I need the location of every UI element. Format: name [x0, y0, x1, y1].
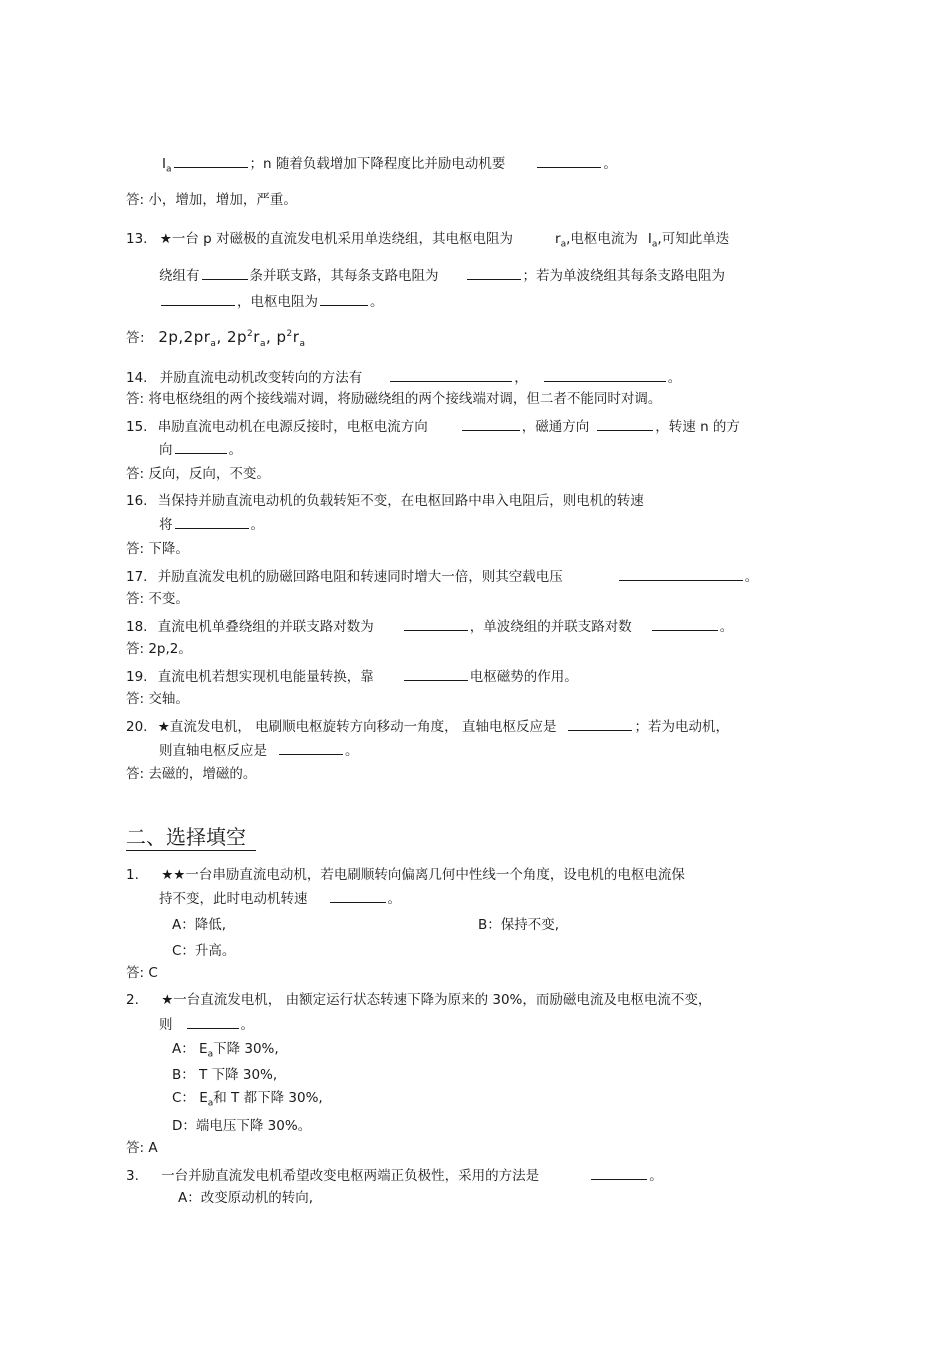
comma: ， — [514, 370, 528, 386]
q16-text-b: 将 — [159, 517, 173, 533]
q13-text-g: ，电枢电阻为 — [237, 294, 318, 310]
option-c[interactable] — [172, 1089, 323, 1107]
option-d[interactable]: D：端电压下降 30%。 — [172, 1118, 312, 1134]
answer-blank[interactable] — [175, 515, 249, 529]
q18-text: 直流电机单叠绕组的并联支路对数为 — [157, 619, 374, 635]
q13-text: ★一台 p 对磁极的直流发电机采用单迭绕组，其电枢电阻为 — [159, 231, 514, 247]
option-c[interactable]: C：升高。 — [172, 943, 236, 959]
answer-14: 答: 将电枢绕组的两个接线端对调，将励磁绕组的两个接线端对调，但二者不能同时对调。 — [126, 391, 662, 407]
answer-blank[interactable] — [462, 417, 520, 431]
subscript-a: a — [207, 1049, 214, 1060]
q20-number: 20. — [126, 719, 148, 735]
q20-text-c: 则直轴电枢反应是 — [159, 743, 267, 759]
q13-text-e: 条并联支路，其每条支路电阻为 — [249, 268, 439, 284]
answer-blank[interactable] — [597, 417, 653, 431]
q15-text-c: ，转速 n 的方 — [655, 419, 740, 435]
symbol-r: r — [555, 231, 561, 247]
q13-number: 13. — [126, 231, 148, 247]
choice-question-1-line2 — [159, 889, 401, 908]
q20-text-b: ；若为电动机， — [634, 719, 729, 735]
answer-blank[interactable] — [202, 266, 248, 280]
superscript-2: 2 — [247, 329, 254, 339]
q20-text: ★直流发电机， 电刷顺电枢旋转方向移动一角度， 直轴电枢反应是 — [157, 719, 557, 735]
question-13-line2 — [159, 266, 725, 285]
q17-text: 并励直流发电机的励磁回路电阻和转速同时增大一倍，则其空载电压 — [157, 569, 563, 585]
symbol-I: I — [647, 231, 652, 247]
period: 。 — [649, 1168, 663, 1184]
answer-blank[interactable] — [161, 292, 235, 306]
answer-blank[interactable] — [279, 741, 343, 755]
q15-text-d: 向 — [159, 442, 173, 458]
option-c-text: C： E — [172, 1090, 208, 1106]
subscript-a: a — [651, 239, 658, 250]
q13-text-d: 绕组有 — [159, 268, 200, 284]
q14-number: 14. — [126, 370, 148, 386]
q16-number: 16. — [126, 493, 148, 509]
answer-blank[interactable] — [330, 889, 386, 903]
period: 。 — [667, 370, 682, 386]
period: 。 — [387, 891, 401, 907]
option-a[interactable]: A：降低, — [172, 917, 227, 933]
q13-text-f: ；若为单波绕组其每条支路电阻为 — [522, 268, 725, 284]
choice-question-1 — [126, 866, 685, 884]
superscript-2: 2 — [286, 329, 293, 339]
answer-blank[interactable] — [404, 667, 468, 681]
q15-number: 15. — [126, 419, 148, 435]
q13-text-b: ,电枢电流为 — [566, 231, 638, 247]
subscript-a: a — [207, 1098, 214, 1109]
period: 。 — [370, 294, 384, 310]
question-19 — [126, 667, 578, 686]
answer-19: 答: 交轴。 — [126, 691, 189, 707]
answer-blank[interactable] — [320, 292, 368, 306]
answer-13-part2: , 2p — [216, 328, 248, 346]
period: 。 — [345, 743, 359, 759]
question-14 — [126, 368, 681, 387]
answer-blank[interactable] — [544, 368, 666, 382]
answer-blank[interactable] — [175, 440, 227, 454]
question-17 — [126, 567, 758, 586]
q13-text-c: ,可知此单迭 — [657, 231, 730, 247]
answer-15: 答: 反向，反向，不变。 — [126, 466, 270, 482]
answer-16: 答: 下降。 — [126, 541, 189, 557]
answer-20: 答: 去磁的，增磁的。 — [126, 766, 257, 782]
choice-question-3 — [126, 1166, 663, 1185]
choice-answer-1: 答: C — [126, 965, 158, 981]
q19-text-b: 电枢磁势的作用。 — [469, 669, 578, 685]
question-18 — [126, 617, 733, 636]
q15-text: 串励直流电动机在电源反接时，电枢电流方向 — [157, 419, 428, 435]
answer-13-part3: r — [253, 328, 260, 346]
answer-blank[interactable] — [591, 1166, 647, 1180]
answer-blank[interactable] — [187, 1015, 239, 1029]
period: 。 — [228, 442, 242, 458]
q19-number: 19. — [126, 669, 148, 685]
answer-blank[interactable] — [174, 154, 248, 168]
period: 。 — [603, 156, 617, 172]
choice-question-2 — [126, 991, 711, 1009]
answer-blank[interactable] — [404, 617, 468, 631]
period: 。 — [719, 619, 734, 635]
q12-text: ；n 随着负载增加下降程度比并励电动机要 — [249, 156, 506, 172]
subscript-a: a — [299, 339, 306, 349]
answer-blank[interactable] — [568, 717, 632, 731]
q15-text-b: ，磁通方向 — [521, 419, 590, 435]
question-16-line2 — [159, 515, 264, 534]
section-heading: 二、选择填空 — [126, 824, 256, 851]
option-a[interactable]: A：改变原动机的转向, — [178, 1190, 314, 1206]
subscript-a: a — [210, 339, 217, 349]
c3-number: 3. — [126, 1168, 139, 1184]
answer-17: 答: 不变。 — [126, 591, 189, 607]
c1-text-b: 持不变，此时电动机转速 — [159, 891, 308, 907]
choice-answer-2: 答: A — [126, 1140, 158, 1156]
option-a[interactable] — [172, 1040, 279, 1058]
q18-text-b: ，单波绕组的并联支路对数 — [469, 619, 632, 635]
answer-label: 答: — [126, 330, 146, 346]
answer-13-part1: 2p,2pr — [158, 328, 211, 346]
answer-blank[interactable] — [390, 368, 512, 382]
option-b[interactable]: B： T 下降 30%, — [172, 1067, 278, 1083]
q16-text: 当保持并励直流电动机的负载转矩不变，在电枢回路中串入电阻后，则电机的转速 — [157, 493, 644, 509]
choice-question-2-line2 — [159, 1015, 254, 1034]
q18-number: 18. — [126, 619, 148, 635]
question-15 — [126, 417, 740, 436]
period: 。 — [744, 569, 759, 585]
c2-text-b: 则 — [159, 1017, 173, 1033]
answer-blank[interactable] — [467, 266, 521, 280]
question-13-line3 — [159, 292, 384, 311]
option-c-text-b: 和 T 都下降 30%, — [213, 1090, 323, 1106]
q12-continuation — [162, 154, 617, 173]
question-16 — [126, 492, 644, 510]
answer-blank[interactable] — [537, 154, 601, 168]
subscript-a: a — [560, 239, 567, 250]
c2-text: ★一台直流发电机， 由额定运行状态转速下降为原来的 30%，而励磁电流及电枢电流不变， — [161, 992, 712, 1008]
option-a-text: A： E — [172, 1041, 208, 1057]
option-a-text-b: 下降 30%, — [213, 1041, 279, 1057]
answer-13-part4: , p — [265, 328, 287, 346]
q19-text: 直流电机若想实现机电能量转换，靠 — [157, 669, 374, 685]
symbol-I: I — [162, 156, 166, 172]
q14-text: 并励直流电动机改变转向的方法有 — [159, 370, 363, 386]
subscript-a: a — [165, 164, 172, 175]
period: 。 — [240, 1017, 254, 1033]
period: 。 — [250, 517, 264, 533]
answer-12: 答: 小，增加，增加，严重。 — [126, 192, 297, 208]
answer-13-part5: r — [292, 328, 300, 346]
q17-number: 17. — [126, 569, 148, 585]
answer-13 — [126, 328, 305, 347]
question-13 — [126, 230, 729, 248]
answer-blank[interactable] — [619, 567, 743, 581]
c1-text: ★★一台串励直流电动机，若电刷顺转向偏离几何中性线一个角度，设电机的电枢电流保 — [161, 867, 685, 883]
answer-18: 答: 2p,2。 — [126, 641, 192, 657]
subscript-a: a — [259, 339, 266, 349]
question-20 — [126, 717, 729, 736]
question-20-line2 — [159, 741, 359, 760]
c2-number: 2. — [126, 992, 139, 1008]
question-15-line2 — [159, 440, 242, 459]
answer-blank[interactable] — [652, 617, 718, 631]
c3-text: 一台并励直流发电机希望改变电枢两端正负极性，采用的方法是 — [161, 1168, 540, 1184]
c1-number: 1. — [126, 867, 139, 883]
option-b[interactable]: B：保持不变, — [478, 917, 560, 933]
